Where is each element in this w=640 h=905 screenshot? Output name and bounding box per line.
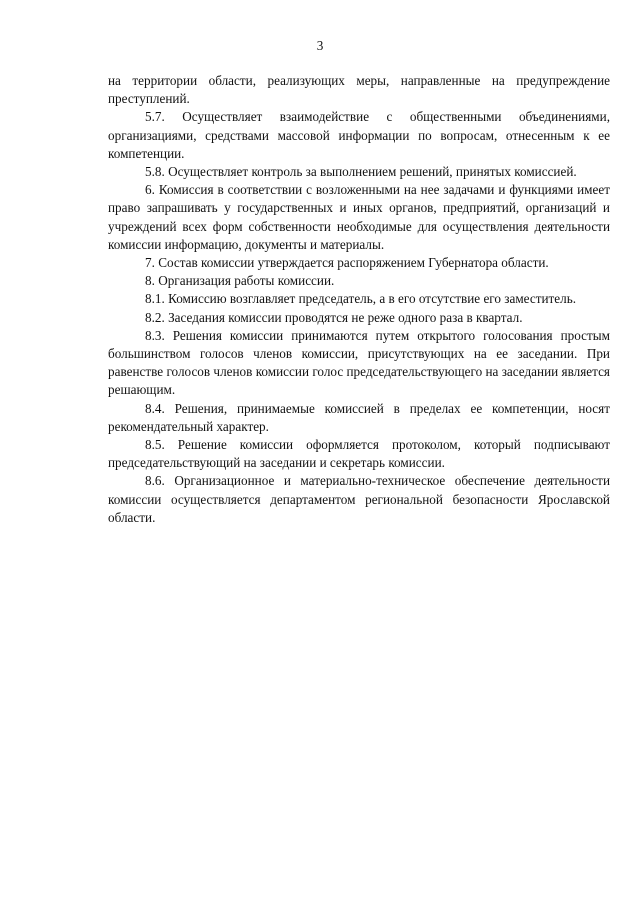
- paragraph-8-5: 8.5. Решение комиссии оформляется протоколом, который подписывают председательствующий на заседании и секретарь комиссии.: [108, 437, 610, 471]
- paragraph-5-8: 5.8. Осуществляет контроль за выполнением решений, принятых комиссией.: [145, 164, 577, 180]
- paragraph-8: 8. Организация работы комиссии.: [145, 273, 335, 289]
- paragraph-8-1: 8.1. Комиссию возглавляет председатель, а в его отсутствие его заместитель.: [145, 291, 577, 307]
- paragraph-8-4: 8.4. Решения, принимаемые комиссией в пределах ее компетенции, носят рекомендательный характер.: [108, 400, 610, 434]
- paragraph-7: 7. Состав комиссии утверждается распоряжением Губернатора области.: [145, 255, 549, 271]
- paragraph-8-6: 8.6. Организационное и материально-техническое обеспечение деятельности комиссии осуществляется департаментом региональной безопасности Ярославской области.: [108, 473, 610, 525]
- paragraph-5-7: 5.7. Осуществляет взаимодействие с общественными объединениями, организациями, средствами массовой информации по вопросам, отнесенным к ее компетенции.: [108, 109, 610, 161]
- paragraph-8-3: 8.3. Решения комиссии принимаются путем открытого голосования простым большинством голосов членов комиссии, присутствующих на ее заседании. При равенстве голосов членов комиссии голос председательствующего на заседании является решающим.: [108, 327, 610, 398]
- page-number: 3: [316, 38, 324, 53]
- paragraph-8-2: 8.2. Заседания комиссии проводятся не реже одного раза в квартал.: [145, 309, 523, 325]
- paragraph-continuation: на территории области, реализующих меры, направленные на предупреждение преступлений.: [108, 73, 610, 107]
- document-body: [108, 72, 610, 527]
- paragraph-6: 6. Комиссия в соответствии с возложенными на нее задачами и функциями имеет право запрашивать у государственных и иных органов, предприятий, организаций и учреждений всех форм собственности необходимые для осуществления деятельности комиссии информацию, документы и материалы.: [108, 182, 610, 252]
